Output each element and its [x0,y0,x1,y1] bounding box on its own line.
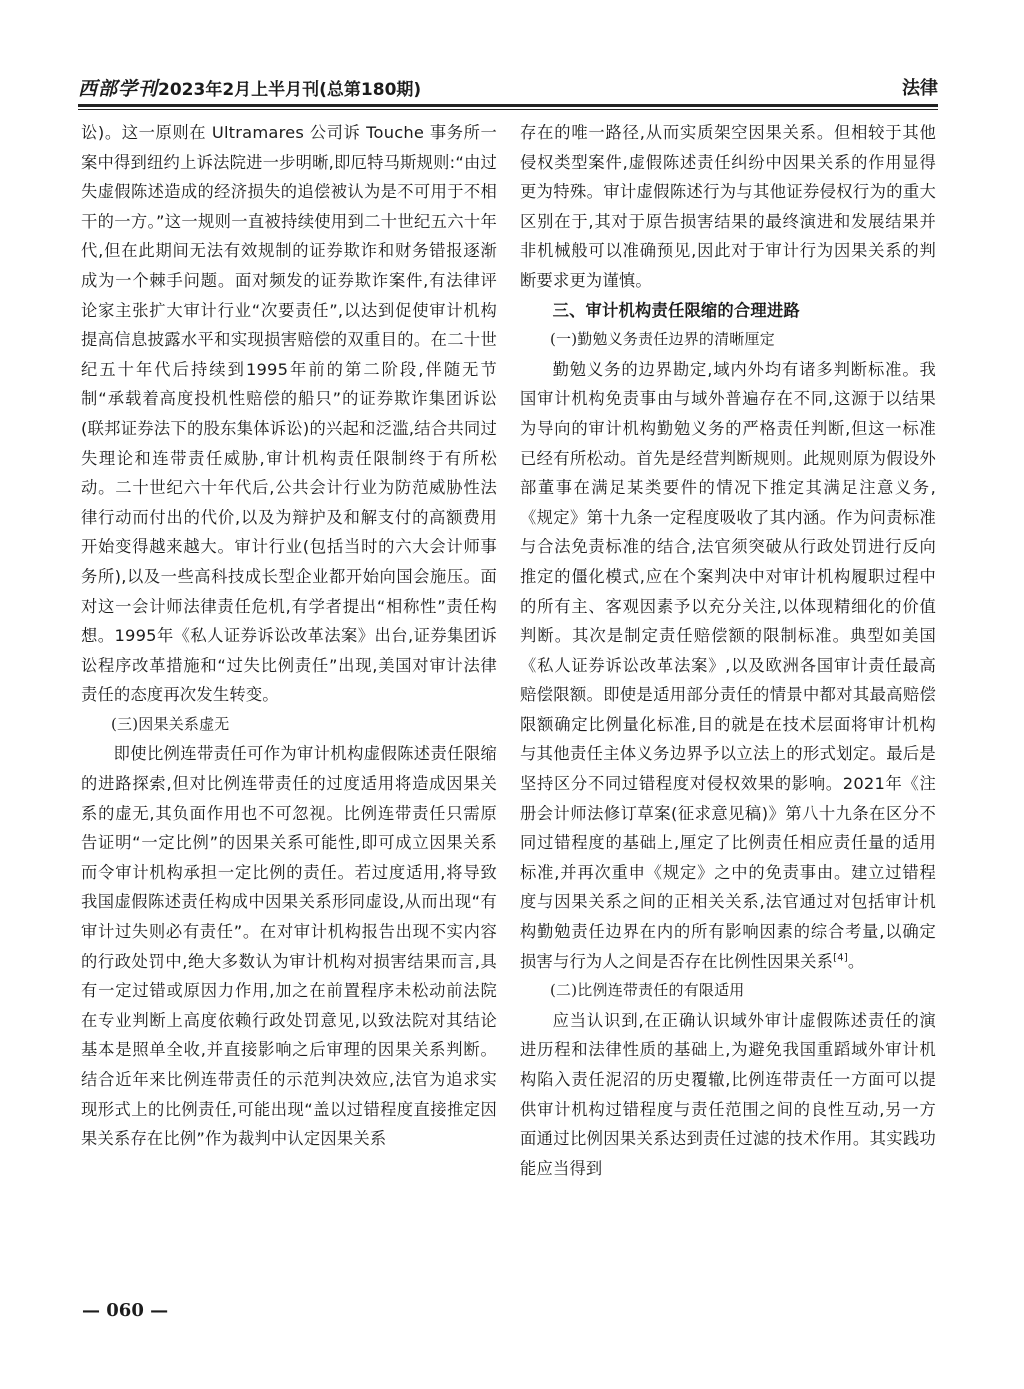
issue-info: 2023年2月上半月刊(总第180期) [158,80,422,100]
right-column [520,118,936,1183]
subsection-heading: (三)因果关系虚无 [111,714,230,733]
section-heading: 三、审计机构责任限缩的合理进路 [552,300,800,320]
left-column [81,118,497,1154]
citation-ref[interactable]: [4] [833,952,848,964]
paragraph: 即使比例连带责任可作为审计机构虚假陈述责任限缩的进路探索,但对比例连带责任的过度适用将造成因果关系的虚无,其负面作用也不可忽视。比例连带责任只需原告证明“一定比例”的因果关系可能性,即可成立因果关系而令审计机构承担一定比例的责任。若过度适用,将导致我国虚假陈述责任构成中因果关系形同虚设,从而出现“有审计过失则必有责任”。在对审计机构报告出现不实内容的行政处罚中,绝大多数认为审计机构对损害结果而言,具有一定过错或原因力作用,加之在前置程序未松动前法院在专业判断上高度依赖行政处罚意见,以致法院对其结论基本是照单全收,并直接影响之后审理的因果关系判断。结合近年来比例连带责任的示范判决效应,法官为追求实现形式上的比例责任,可能出现“盖以过错程度直接推定因果关系存在比例”作为裁判中认定因果关系 [81,744,497,1149]
section-label: 法律 [902,78,938,99]
subsection-heading: (一)勤勉义务责任边界的清晰厘定 [550,330,775,349]
paragraph-end: 。 [847,951,865,971]
running-header [78,70,938,104]
page-number: — 060 — [82,1300,169,1321]
subsection-heading: (二)比例连带责任的有限适用 [550,981,745,1000]
paragraph-text: 勤勉义务的边界勘定,域内外均有诸多判断标准。我国审计机构免责事由与域外普遍存在不同,这源于以结果为导向的审计机构勤勉义务的严格责任判断,但这一标准已经有所松动。首先是经营判断规则。此规则原为假设外部董事在满足某类要件的情况下推定其满足注意义务,《规定》第十九条一定程度吸收了其内涵。作为问责标准与合法免责标准的结合,法官须突破从行政处罚进行反向推定的僵化模式,应在个案判决中对审计机构履职过程中的所有主、客观因素予以充分关注,以体现精细化的价值判断。其次是制定责任赔偿额的限制标准。典型如美国《私人证券诉讼改革法案》,以及欧洲各国审计责任最高赔偿限额。即使是适用部分责任的情景中都对其最高赔偿限额确定比例量化标准,目的就是在技术层面将审计机构与其他责任主体义务边界予以立法上的形式划定。最后是坚持区分不同过错程度对侵权效果的影响。2021年《注册会计师法修订草案(征求意见稿)》第八十九条在区分不同过错程度的基础上,厘定了比例责任相应责任量的适用标准,并再次重申《规定》之中的免责事由。建立过错程度与因果关系之间的正相关关系,法官通过对包括审计机构勤勉责任边界在内的所有影响因素的综合考量,以确定损害与行为人之间是否存在比例性因果关系 [520,359,936,971]
paragraph: 应当认识到,在正确认识域外审计虚假陈述责任的演进历程和法律性质的基础上,为避免我国重蹈域外审计机构陷入责任泥沼的历史覆辙,比例连带责任一方面可以提供审计机构过错程度与责任范围之间的良性互动,另一方面通过比例因果关系达到责任过滤的技术作用。其实践功能应当得到 [520,1010,936,1178]
paragraph: 存在的唯一路径,从而实质架空因果关系。但相较于其他侵权类型案件,虚假陈述责任纠纷中因果关系的作用显得更为特殊。审计虚假陈述行为与其他证券侵权行为的重大区别在于,其对于原告损害结果的最终演进和发展结果并非机械般可以准确预见,因此对于审计行为因果关系的判断要求更为谨慎。 [520,123,936,290]
paragraph: 讼)。这一原则在 Ultramares 公司诉 Touche 事务所一案中得到纽约上诉法院进一步明晰,即厄特马斯规则:“由过失虚假陈述造成的经济损失的追偿被认为是不可用于不相干的一方。”这一规则一直被持续使用到二十世纪五六十年代,但在此期间无法有效规制的证券欺诈和财务错报逐渐成为一个棘手问题。面对频发的证券欺诈案件,有法律评论家主张扩大审计行业“次要责任”,以达到促使审计机构提高信息披露水平和实现损害赔偿的双重目的。在二十世纪五十年代后持续到1995年前的第二阶段,伴随无节制“承载着高度投机性赔偿的船只”的证券欺诈集团诉讼(联邦证券法下的股东集体诉讼)的兴起和泛滥,结合共同过失理论和连带责任威胁,审计机构责任限制终于有所松动。二十世纪六十年代后,公共会计行业为防范威胁性法律行动而付出的代价,以及为辩护及和解支付的高额费用开始变得越来越大。审计行业(包括当时的六大会计师事务所),以及一些高科技成长型企业都开始向国会施压。面对这一会计师法律责任危机,有学者提出“相称性”责任构想。1995年《私人证券诉讼改革法案》出台,证券集团诉讼程序改革措施和“过失比例责任”出现,美国对审计法律责任的态度再次发生转变。 [81,123,497,705]
paragraph [520,355,936,976]
header-rule-thin [78,109,938,110]
journal-logo: 西部学刊 [78,78,159,100]
header-rule-thick [78,104,938,107]
